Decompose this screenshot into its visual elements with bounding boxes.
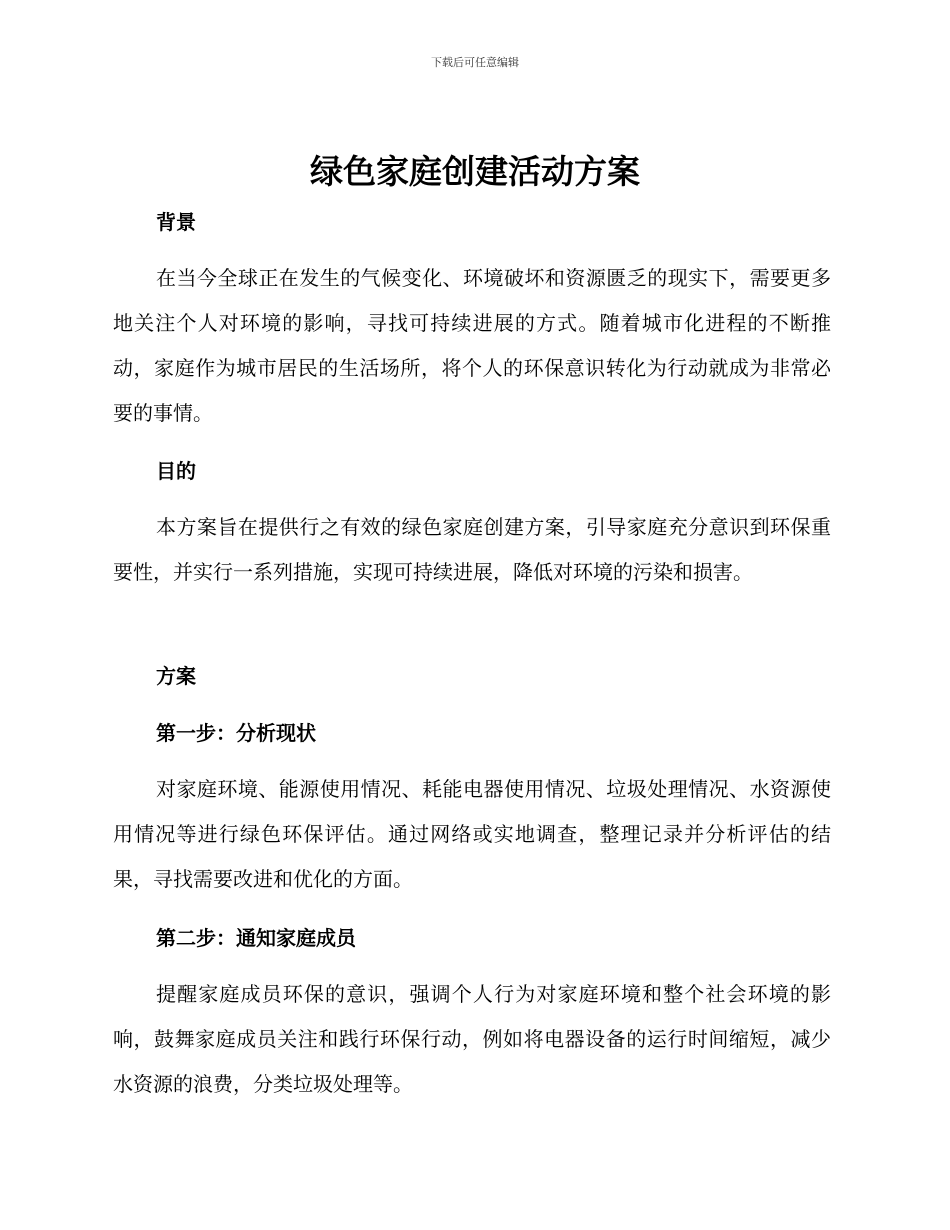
header-note: 下载后可任意编辑	[431, 56, 519, 69]
paragraph-step1: 对家庭环境、能源使用情况、耗能电器使用情况、垃圾处理情况、水资源使用情况等进行绿色环保评估。通过网络或实地调查，整理记录并分析评估的结果，寻找需要改进和优化的方面。	[113, 777, 831, 891]
heading-purpose: 目的	[156, 459, 196, 483]
paragraph-background: 在当今全球正在发生的气候变化、环境破坏和资源匮乏的现实下，需要更多地关注个人对环境的影响，寻找可持续进展的方式。随着城市化进程的不断推动，家庭作为城市居民的生活场所，将个人的环保意识转化为行动就成为非常必要的事情。	[113, 266, 831, 425]
paragraph-purpose: 本方案旨在提供行之有效的绿色家庭创建方案，引导家庭充分意识到环保重要性，并实行一系列措施，实现可持续进展，降低对环境的污染和损害。	[113, 515, 831, 584]
heading-step1: 第一步：分析现状	[156, 721, 316, 745]
paragraph-step2: 提醒家庭成员环保的意识，强调个人行为对家庭环境和整个社会环境的影响，鼓舞家庭成员关注和践行环保行动，例如将电器设备的运行时间缩短，减少水资源的浪费，分类垃圾处理等。	[113, 982, 831, 1096]
heading-step2: 第二步：通知家庭成员	[156, 926, 356, 950]
heading-background: 背景	[156, 210, 196, 234]
document-title: 绿色家庭创建活动方案	[310, 152, 640, 191]
heading-plan: 方案	[156, 664, 196, 688]
